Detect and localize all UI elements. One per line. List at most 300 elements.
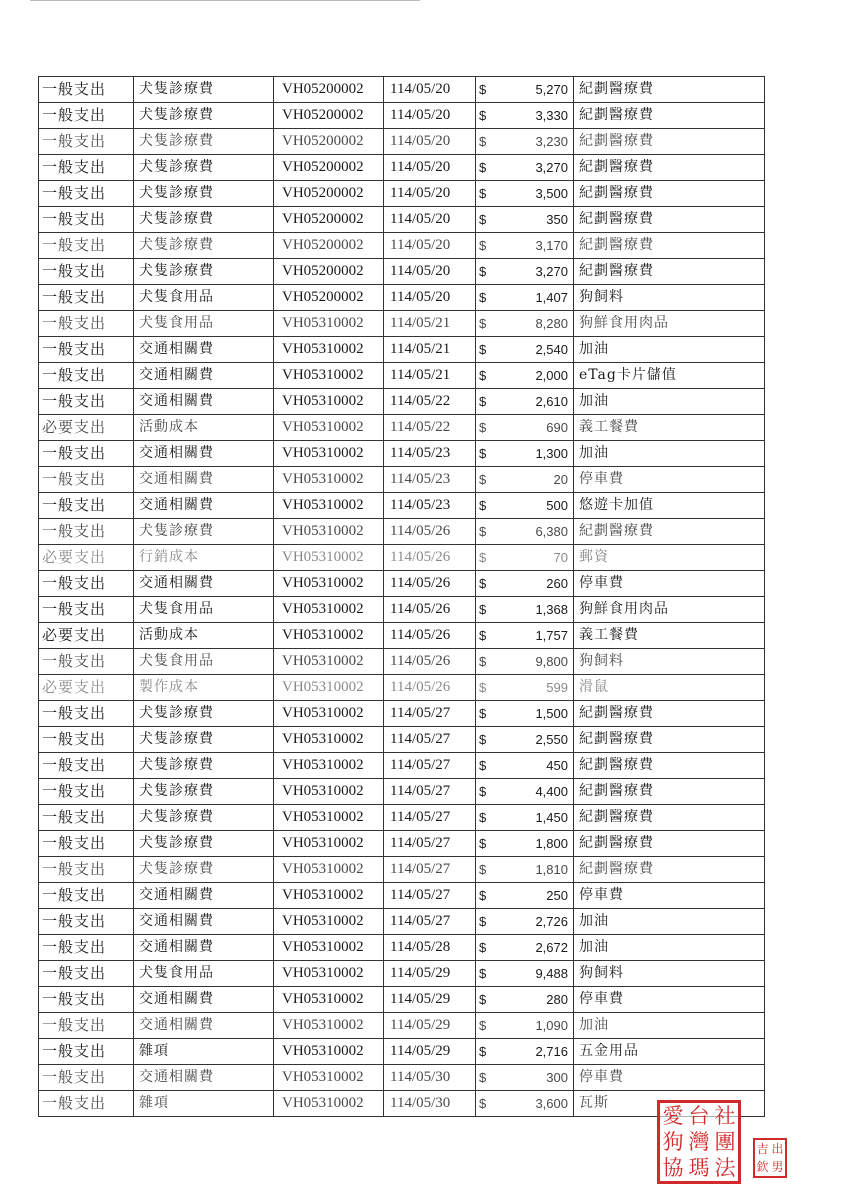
expense-type-cell: 必要支出 — [39, 675, 134, 701]
date-cell: 114/05/27 — [384, 701, 476, 727]
category-cell: 犬隻食用品 — [134, 649, 274, 675]
voucher-number-cell: VH05310002 — [274, 675, 384, 701]
category-cell: 交通相關費 — [134, 987, 274, 1013]
amount-value: 2,550 — [535, 732, 568, 747]
amount-value: 8,280 — [535, 316, 568, 331]
description-cell: 紀劃醫療費 — [574, 77, 765, 103]
category-cell: 犬隻診療費 — [134, 233, 274, 259]
amount-value: 2,000 — [535, 368, 568, 383]
expense-type-cell: 必要支出 — [39, 415, 134, 441]
date-cell: 114/05/23 — [384, 441, 476, 467]
expense-type-cell: 一般支出 — [39, 883, 134, 909]
table-row — [39, 467, 765, 493]
description-cell: 紀劃醫療費 — [574, 727, 765, 753]
date-cell: 114/05/29 — [384, 961, 476, 987]
category-cell: 製作成本 — [134, 675, 274, 701]
date-cell: 114/05/20 — [384, 259, 476, 285]
seal-char: 社 — [714, 1103, 736, 1128]
amount-value: 3,270 — [535, 160, 568, 175]
voucher-number-cell: VH05200002 — [274, 129, 384, 155]
amount-cell — [476, 181, 574, 207]
date-cell: 114/05/20 — [384, 207, 476, 233]
description-cell: 狗鮮食用肉品 — [574, 597, 765, 623]
expense-type-cell: 一般支出 — [39, 389, 134, 415]
amount-cell — [476, 727, 574, 753]
voucher-number-cell: VH05310002 — [274, 467, 384, 493]
voucher-number-cell: VH05200002 — [274, 233, 384, 259]
date-cell: 114/05/20 — [384, 155, 476, 181]
amount-cell — [476, 675, 574, 701]
ledger-body — [39, 77, 765, 1117]
amount-cell — [476, 597, 574, 623]
table-row — [39, 441, 765, 467]
seal-char: 法 — [714, 1155, 736, 1180]
voucher-number-cell: VH05200002 — [274, 285, 384, 311]
amount-cell — [476, 467, 574, 493]
description-cell: 紀劃醫療費 — [574, 181, 765, 207]
voucher-number-cell: VH05310002 — [274, 1091, 384, 1117]
voucher-number-cell: VH05310002 — [274, 493, 384, 519]
amount-cell — [476, 701, 574, 727]
organization-seal-stamp — [657, 1100, 741, 1184]
seal-char: 灣 — [688, 1129, 710, 1154]
category-cell: 行銷成本 — [134, 545, 274, 571]
voucher-number-cell: VH05310002 — [274, 701, 384, 727]
amount-value: 6,380 — [535, 524, 568, 539]
amount-cell — [476, 103, 574, 129]
date-cell: 114/05/21 — [384, 363, 476, 389]
table-row — [39, 545, 765, 571]
voucher-number-cell: VH05310002 — [274, 597, 384, 623]
voucher-number-cell: VH05310002 — [274, 987, 384, 1013]
amount-value: 1,407 — [535, 290, 568, 305]
category-cell: 交通相關費 — [134, 1013, 274, 1039]
expense-type-cell: 一般支出 — [39, 311, 134, 337]
voucher-number-cell: VH05310002 — [274, 623, 384, 649]
description-cell: 郵資 — [574, 545, 765, 571]
currency-symbol: $ — [479, 966, 487, 981]
date-cell: 114/05/30 — [384, 1091, 476, 1117]
currency-symbol: $ — [479, 290, 487, 305]
date-cell: 114/05/23 — [384, 493, 476, 519]
seal-char: 愛 — [662, 1103, 684, 1128]
amount-cell — [476, 623, 574, 649]
date-cell: 114/05/26 — [384, 597, 476, 623]
table-row — [39, 103, 765, 129]
table-row — [39, 389, 765, 415]
amount-value: 260 — [546, 576, 568, 591]
table-row — [39, 857, 765, 883]
expense-type-cell: 一般支出 — [39, 493, 134, 519]
table-row — [39, 935, 765, 961]
table-row — [39, 285, 765, 311]
amount-cell — [476, 1091, 574, 1117]
amount-cell — [476, 883, 574, 909]
date-cell: 114/05/29 — [384, 1039, 476, 1065]
currency-symbol: $ — [479, 1070, 487, 1085]
category-cell: 交通相關費 — [134, 883, 274, 909]
currency-symbol: $ — [479, 914, 487, 929]
category-cell: 犬隻診療費 — [134, 701, 274, 727]
description-cell: 停車費 — [574, 571, 765, 597]
table-row — [39, 701, 765, 727]
amount-cell — [476, 493, 574, 519]
voucher-number-cell: VH05200002 — [274, 259, 384, 285]
amount-value: 3,600 — [535, 1096, 568, 1111]
amount-value: 1,450 — [535, 810, 568, 825]
category-cell: 犬隻食用品 — [134, 311, 274, 337]
description-cell: eTag卡片儲值 — [574, 363, 765, 389]
amount-value: 20 — [553, 472, 568, 487]
date-cell: 114/05/28 — [384, 935, 476, 961]
date-cell: 114/05/27 — [384, 805, 476, 831]
description-cell: 紀劃醫療費 — [574, 155, 765, 181]
currency-symbol: $ — [479, 862, 487, 877]
description-cell: 停車費 — [574, 883, 765, 909]
voucher-number-cell: VH05200002 — [274, 103, 384, 129]
amount-cell — [476, 831, 574, 857]
amount-cell — [476, 259, 574, 285]
amount-value: 690 — [546, 420, 568, 435]
table-row — [39, 571, 765, 597]
amount-value: 5,270 — [535, 82, 568, 97]
currency-symbol: $ — [479, 342, 487, 357]
expense-type-cell: 一般支出 — [39, 467, 134, 493]
description-cell: 紀劃醫療費 — [574, 805, 765, 831]
expense-type-cell: 一般支出 — [39, 285, 134, 311]
expense-type-cell: 一般支出 — [39, 337, 134, 363]
expense-type-cell: 一般支出 — [39, 155, 134, 181]
table-row — [39, 415, 765, 441]
description-cell: 瓦斯 — [574, 1091, 765, 1117]
table-row — [39, 181, 765, 207]
category-cell: 犬隻診療費 — [134, 103, 274, 129]
description-cell: 紀劃醫療費 — [574, 857, 765, 883]
table-row — [39, 805, 765, 831]
currency-symbol: $ — [479, 1018, 487, 1033]
amount-cell — [476, 311, 574, 337]
voucher-number-cell: VH05310002 — [274, 909, 384, 935]
voucher-number-cell: VH05310002 — [274, 389, 384, 415]
category-cell: 犬隻診療費 — [134, 727, 274, 753]
amount-cell — [476, 1039, 574, 1065]
amount-cell — [476, 441, 574, 467]
table-row — [39, 649, 765, 675]
amount-value: 250 — [546, 888, 568, 903]
seal-char: 男 — [771, 1160, 784, 1174]
currency-symbol: $ — [479, 498, 487, 513]
expense-ledger-table — [38, 76, 765, 1117]
date-cell: 114/05/27 — [384, 883, 476, 909]
seal-char: 欽 — [756, 1160, 769, 1174]
category-cell: 犬隻診療費 — [134, 259, 274, 285]
currency-symbol: $ — [479, 212, 487, 227]
currency-symbol: $ — [479, 82, 487, 97]
category-cell: 犬隻診療費 — [134, 779, 274, 805]
description-cell: 紀劃醫療費 — [574, 129, 765, 155]
amount-value: 599 — [546, 680, 568, 695]
amount-value: 9,800 — [535, 654, 568, 669]
date-cell: 114/05/26 — [384, 571, 476, 597]
category-cell: 交通相關費 — [134, 441, 274, 467]
seal-char: 瑪 — [688, 1155, 710, 1180]
table-row — [39, 1065, 765, 1091]
expense-type-cell: 一般支出 — [39, 649, 134, 675]
category-cell: 犬隻診療費 — [134, 753, 274, 779]
date-cell: 114/05/26 — [384, 545, 476, 571]
category-cell: 犬隻食用品 — [134, 285, 274, 311]
description-cell: 加油 — [574, 389, 765, 415]
date-cell: 114/05/30 — [384, 1065, 476, 1091]
description-cell: 停車費 — [574, 987, 765, 1013]
description-cell: 停車費 — [574, 467, 765, 493]
expense-type-cell: 一般支出 — [39, 181, 134, 207]
currency-symbol: $ — [479, 316, 487, 331]
category-cell: 犬隻診療費 — [134, 207, 274, 233]
date-cell: 114/05/27 — [384, 857, 476, 883]
date-cell: 114/05/29 — [384, 987, 476, 1013]
voucher-number-cell: VH05310002 — [274, 363, 384, 389]
table-row — [39, 987, 765, 1013]
table-row — [39, 337, 765, 363]
table-row — [39, 1091, 765, 1117]
description-cell: 加油 — [574, 935, 765, 961]
date-cell: 114/05/23 — [384, 467, 476, 493]
amount-cell — [476, 389, 574, 415]
description-cell: 紀劃醫療費 — [574, 103, 765, 129]
date-cell: 114/05/20 — [384, 181, 476, 207]
description-cell: 五金用品 — [574, 1039, 765, 1065]
amount-cell — [476, 805, 574, 831]
category-cell: 交通相關費 — [134, 467, 274, 493]
expense-type-cell: 一般支出 — [39, 363, 134, 389]
table-row — [39, 779, 765, 805]
amount-value: 2,540 — [535, 342, 568, 357]
category-cell: 犬隻食用品 — [134, 597, 274, 623]
table-row — [39, 363, 765, 389]
description-cell: 滑鼠 — [574, 675, 765, 701]
date-cell: 114/05/27 — [384, 909, 476, 935]
voucher-number-cell: VH05310002 — [274, 311, 384, 337]
category-cell: 交通相關費 — [134, 1065, 274, 1091]
table-row — [39, 311, 765, 337]
amount-value: 500 — [546, 498, 568, 513]
category-cell: 犬隻診療費 — [134, 129, 274, 155]
currency-symbol: $ — [479, 628, 487, 643]
currency-symbol: $ — [479, 472, 487, 487]
table-row — [39, 597, 765, 623]
amount-value: 3,270 — [535, 264, 568, 279]
currency-symbol: $ — [479, 680, 487, 695]
expense-type-cell: 一般支出 — [39, 259, 134, 285]
date-cell: 114/05/22 — [384, 389, 476, 415]
description-cell: 狗飼料 — [574, 649, 765, 675]
category-cell: 犬隻診療費 — [134, 519, 274, 545]
expense-type-cell: 一般支出 — [39, 597, 134, 623]
currency-symbol: $ — [479, 108, 487, 123]
amount-value: 1,500 — [535, 706, 568, 721]
amount-cell — [476, 909, 574, 935]
category-cell: 交通相關費 — [134, 571, 274, 597]
currency-symbol: $ — [479, 186, 487, 201]
table-row — [39, 623, 765, 649]
currency-symbol: $ — [479, 264, 487, 279]
description-cell: 義工餐費 — [574, 415, 765, 441]
amount-value: 2,716 — [535, 1044, 568, 1059]
description-cell: 紀劃醫療費 — [574, 779, 765, 805]
table-row — [39, 961, 765, 987]
currency-symbol: $ — [479, 368, 487, 383]
seal-char: 狗 — [662, 1129, 684, 1154]
amount-cell — [476, 753, 574, 779]
category-cell: 活動成本 — [134, 623, 274, 649]
category-cell: 犬隻診療費 — [134, 857, 274, 883]
date-cell: 114/05/26 — [384, 675, 476, 701]
amount-cell — [476, 155, 574, 181]
category-cell: 交通相關費 — [134, 389, 274, 415]
voucher-number-cell: VH05310002 — [274, 883, 384, 909]
date-cell: 114/05/29 — [384, 1013, 476, 1039]
voucher-number-cell: VH05310002 — [274, 753, 384, 779]
date-cell: 114/05/27 — [384, 779, 476, 805]
description-cell: 義工餐費 — [574, 623, 765, 649]
voucher-number-cell: VH05310002 — [274, 415, 384, 441]
table-row — [39, 831, 765, 857]
date-cell: 114/05/20 — [384, 285, 476, 311]
amount-value: 2,726 — [535, 914, 568, 929]
amount-cell — [476, 545, 574, 571]
date-cell: 114/05/26 — [384, 649, 476, 675]
amount-cell — [476, 935, 574, 961]
amount-cell — [476, 207, 574, 233]
category-cell: 犬隻診療費 — [134, 831, 274, 857]
date-cell: 114/05/27 — [384, 753, 476, 779]
currency-symbol: $ — [479, 576, 487, 591]
amount-value: 70 — [553, 550, 568, 565]
voucher-number-cell: VH05310002 — [274, 441, 384, 467]
description-cell: 加油 — [574, 441, 765, 467]
expense-type-cell: 一般支出 — [39, 519, 134, 545]
voucher-number-cell: VH05200002 — [274, 181, 384, 207]
amount-cell — [476, 77, 574, 103]
table-row — [39, 1039, 765, 1065]
currency-symbol: $ — [479, 1044, 487, 1059]
currency-symbol: $ — [479, 758, 487, 773]
expense-type-cell: 一般支出 — [39, 935, 134, 961]
amount-cell — [476, 1065, 574, 1091]
table-row — [39, 883, 765, 909]
amount-value: 1,800 — [535, 836, 568, 851]
description-cell: 狗鮮食用肉品 — [574, 311, 765, 337]
currency-symbol: $ — [479, 420, 487, 435]
amount-value: 1,368 — [535, 602, 568, 617]
voucher-number-cell: VH05310002 — [274, 779, 384, 805]
amount-value: 300 — [546, 1070, 568, 1085]
table-row — [39, 129, 765, 155]
table-row — [39, 77, 765, 103]
expense-type-cell: 一般支出 — [39, 779, 134, 805]
personal-seal-stamp — [753, 1138, 787, 1178]
description-cell: 紀劃醫療費 — [574, 831, 765, 857]
date-cell: 114/05/26 — [384, 519, 476, 545]
category-cell: 犬隻診療費 — [134, 181, 274, 207]
category-cell: 犬隻食用品 — [134, 961, 274, 987]
currency-symbol: $ — [479, 134, 487, 149]
category-cell: 雜項 — [134, 1039, 274, 1065]
currency-symbol: $ — [479, 810, 487, 825]
expense-type-cell: 一般支出 — [39, 987, 134, 1013]
table-row — [39, 519, 765, 545]
voucher-number-cell: VH05310002 — [274, 727, 384, 753]
voucher-number-cell: VH05310002 — [274, 649, 384, 675]
amount-cell — [476, 1013, 574, 1039]
currency-symbol: $ — [479, 394, 487, 409]
voucher-number-cell: VH05310002 — [274, 961, 384, 987]
expense-type-cell: 必要支出 — [39, 623, 134, 649]
currency-symbol: $ — [479, 836, 487, 851]
currency-symbol: $ — [479, 654, 487, 669]
description-cell: 加油 — [574, 909, 765, 935]
category-cell: 交通相關費 — [134, 935, 274, 961]
date-cell: 114/05/21 — [384, 337, 476, 363]
currency-symbol: $ — [479, 940, 487, 955]
seal-char: 吉 — [756, 1142, 769, 1156]
voucher-number-cell: VH05310002 — [274, 805, 384, 831]
amount-cell — [476, 649, 574, 675]
amount-value: 2,610 — [535, 394, 568, 409]
amount-value: 1,757 — [535, 628, 568, 643]
voucher-number-cell: VH05310002 — [274, 831, 384, 857]
category-cell: 犬隻診療費 — [134, 805, 274, 831]
table-row — [39, 493, 765, 519]
expense-type-cell: 一般支出 — [39, 753, 134, 779]
description-cell: 加油 — [574, 337, 765, 363]
description-cell: 悠遊卡加值 — [574, 493, 765, 519]
category-cell: 交通相關費 — [134, 337, 274, 363]
table-row — [39, 259, 765, 285]
expense-type-cell: 一般支出 — [39, 77, 134, 103]
amount-value: 1,810 — [535, 862, 568, 877]
currency-symbol: $ — [479, 550, 487, 565]
scan-edge-line — [30, 0, 420, 1]
expense-type-cell: 一般支出 — [39, 1091, 134, 1117]
description-cell: 紀劃醫療費 — [574, 259, 765, 285]
description-cell: 狗飼料 — [574, 285, 765, 311]
table-row — [39, 233, 765, 259]
voucher-number-cell: VH05200002 — [274, 155, 384, 181]
voucher-number-cell: VH05310002 — [274, 857, 384, 883]
expense-type-cell: 一般支出 — [39, 129, 134, 155]
voucher-number-cell: VH05310002 — [274, 935, 384, 961]
amount-value: 3,170 — [535, 238, 568, 253]
amount-cell — [476, 415, 574, 441]
date-cell: 114/05/20 — [384, 77, 476, 103]
amount-value: 9,488 — [535, 966, 568, 981]
category-cell: 雜項 — [134, 1091, 274, 1117]
category-cell: 犬隻診療費 — [134, 77, 274, 103]
amount-value: 450 — [546, 758, 568, 773]
category-cell: 活動成本 — [134, 415, 274, 441]
amount-value: 3,500 — [535, 186, 568, 201]
amount-cell — [476, 987, 574, 1013]
expense-type-cell: 必要支出 — [39, 545, 134, 571]
table-row — [39, 207, 765, 233]
date-cell: 114/05/27 — [384, 831, 476, 857]
description-cell: 紀劃醫療費 — [574, 233, 765, 259]
currency-symbol: $ — [479, 524, 487, 539]
currency-symbol: $ — [479, 888, 487, 903]
expense-type-cell: 一般支出 — [39, 103, 134, 129]
